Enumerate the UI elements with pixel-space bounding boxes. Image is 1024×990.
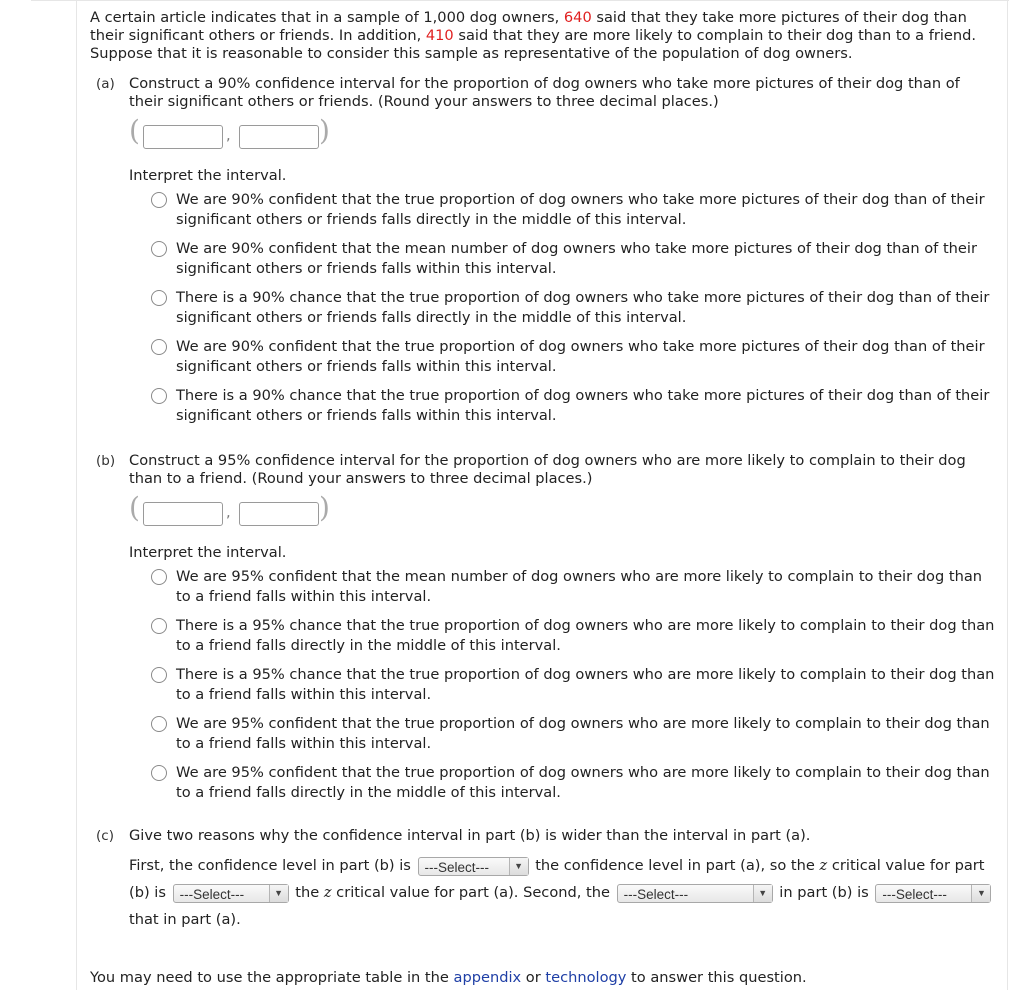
footer-text-1: You may need to use the appropriate table in the xyxy=(90,969,454,986)
part-b-question: Construct a 95% confidence interval for the proportion of dog owners who are more likely to complain to their dog than to a friend. (Round your answers to three decimal places.) xyxy=(129,452,966,487)
problem-statement xyxy=(90,9,995,63)
z-symbol: z xyxy=(819,857,828,874)
radio-button[interactable] xyxy=(151,569,167,585)
part-b-option-3[interactable] xyxy=(151,665,995,705)
close-paren: ) xyxy=(319,491,330,524)
option-text: We are 90% confident that the true proportion of dog owners who take more pictures of their dog than of their significant others or friends falls within this interval. xyxy=(176,338,985,375)
part-b-letter: (b) xyxy=(96,453,116,469)
frame-left-border xyxy=(76,0,77,990)
part-c-text-2: the confidence level in part (a), so the xyxy=(535,857,815,874)
part-a-lower-input[interactable] xyxy=(143,125,223,149)
intro-text-2: said that they take more pictures of their dog than their significant others or friends. In addition, xyxy=(90,9,967,44)
part-a-options xyxy=(151,190,995,426)
select-value: ---Select--- xyxy=(882,886,947,902)
interval-comma: , xyxy=(226,127,231,144)
option-text: We are 95% confident that the mean number of dog owners who are more likely to complain to their dog than to a friend falls within this interval. xyxy=(176,568,983,605)
part-c-text-5: critical value for part (a). Second, the xyxy=(336,884,611,901)
part-b-upper-input[interactable] xyxy=(239,502,319,526)
technology-link[interactable]: technology xyxy=(545,969,627,986)
radio-button[interactable] xyxy=(151,290,167,306)
part-b-option-1[interactable] xyxy=(151,567,995,607)
select-value: ---Select--- xyxy=(179,886,245,902)
part-c-letter: (c) xyxy=(96,828,114,844)
part-b-lower-input[interactable] xyxy=(143,502,223,526)
dropdown-arrow-icon: ▼ xyxy=(509,858,528,875)
dropdown-arrow-icon: ▼ xyxy=(971,885,990,902)
option-text: We are 90% confident that the true proportion of dog owners who take more pictures of their dog than of their significant others or friends falls directly in the middle of this interval. xyxy=(176,191,985,228)
part-c-text-7: that in part (a). xyxy=(129,911,241,928)
intro-text-3: said that they are more likely to complain to their dog than to a friend. Suppose that it is reasonable to consider this sample as representative of the population of dog owners. xyxy=(90,27,977,62)
part-c-text-6: in part (b) is xyxy=(779,884,869,901)
open-paren: ( xyxy=(129,491,140,524)
part-b-option-5[interactable] xyxy=(151,763,995,803)
footer-text-2: or xyxy=(521,969,546,986)
radio-button[interactable] xyxy=(151,618,167,634)
z-critical-select[interactable] xyxy=(173,884,289,903)
close-paren: ) xyxy=(319,114,330,147)
open-paren: ( xyxy=(129,114,140,147)
comparison-select[interactable] xyxy=(875,884,991,903)
value-640: 640 xyxy=(563,9,592,26)
part-c xyxy=(90,827,995,933)
radio-button[interactable] xyxy=(151,716,167,732)
part-c-text-4: the xyxy=(295,884,320,901)
part-b xyxy=(90,452,995,803)
part-b-option-2[interactable] xyxy=(151,616,995,656)
dropdown-arrow-icon: ▼ xyxy=(753,885,772,902)
part-a-option-3[interactable] xyxy=(151,288,995,328)
footer-text-3: to answer this question. xyxy=(626,969,807,986)
option-text: There is a 95% chance that the true proportion of dog owners who are more likely to complain to their dog than to a friend falls directly in the middle of this interval. xyxy=(176,617,995,654)
dropdown-arrow-icon: ▼ xyxy=(269,885,288,902)
radio-button[interactable] xyxy=(151,765,167,781)
select-value: ---Select--- xyxy=(424,859,490,875)
part-a-upper-input[interactable] xyxy=(239,125,319,149)
option-text: There is a 90% chance that the true proportion of dog owners who take more pictures of their dog than of their significant others or friends falls directly in the middle of this interval. xyxy=(176,289,990,326)
part-c-text-3: critical value for part (b) is xyxy=(129,857,985,901)
frame-right-border xyxy=(1007,0,1008,990)
option-text: There is a 90% chance that the true proportion of dog owners who take more pictures of their dog than of their significant others or friends falls within this interval. xyxy=(176,387,990,424)
option-text: We are 95% confident that the true proportion of dog owners who are more likely to complain to their dog than to a friend falls within this interval. xyxy=(176,715,990,752)
part-b-interpret-label: Interpret the interval. xyxy=(129,544,287,561)
option-text: We are 95% confident that the true proportion of dog owners who are more likely to complain to their dog than to a friend falls directly in the middle of this interval. xyxy=(176,764,990,801)
part-a-question: Construct a 90% confidence interval for the proportion of dog owners who take more pictures of their dog than of their significant others or friends. (Round your answers to three decimal places.) xyxy=(129,75,960,110)
part-a-option-5[interactable] xyxy=(151,386,995,426)
frame-top-border xyxy=(31,0,1009,1)
interval-comma: , xyxy=(226,504,231,521)
part-c-question: Give two reasons why the confidence interval in part (b) is wider than the interval in part (a). xyxy=(129,827,811,844)
radio-button[interactable] xyxy=(151,388,167,404)
appendix-link[interactable]: appendix xyxy=(453,969,522,986)
part-b-options xyxy=(151,567,995,803)
part-a-interpret-label: Interpret the interval. xyxy=(129,167,287,184)
part-a-option-1[interactable] xyxy=(151,190,995,230)
value-410: 410 xyxy=(425,27,454,44)
select-value: ---Select--- xyxy=(623,886,689,902)
radio-button[interactable] xyxy=(151,667,167,683)
part-b-option-4[interactable] xyxy=(151,714,995,754)
part-a xyxy=(90,75,995,426)
part-b-interval xyxy=(129,491,995,529)
part-c-fill-in xyxy=(129,852,995,933)
option-text: There is a 95% chance that the true proportion of dog owners who are more likely to complain to their dog than to a friend falls within this interval. xyxy=(176,666,995,703)
part-c-text-1: First, the confidence level in part (b) is xyxy=(129,857,411,874)
radio-button[interactable] xyxy=(151,192,167,208)
intro-text-1: A certain article indicates that in a sample of 1,000 dog owners, xyxy=(90,9,564,26)
question-content xyxy=(90,9,995,933)
z-symbol: z xyxy=(323,884,332,901)
part-a-interval xyxy=(129,114,995,152)
second-reason-select[interactable] xyxy=(617,884,773,903)
part-a-option-2[interactable] xyxy=(151,239,995,279)
option-text: We are 90% confident that the mean number of dog owners who take more pictures of their dog than of their significant others or friends falls within this interval. xyxy=(176,240,977,277)
footer-note xyxy=(90,968,807,988)
part-a-letter: (a) xyxy=(96,76,115,92)
confidence-level-select[interactable] xyxy=(418,857,529,876)
radio-button[interactable] xyxy=(151,241,167,257)
part-a-option-4[interactable] xyxy=(151,337,995,377)
radio-button[interactable] xyxy=(151,339,167,355)
